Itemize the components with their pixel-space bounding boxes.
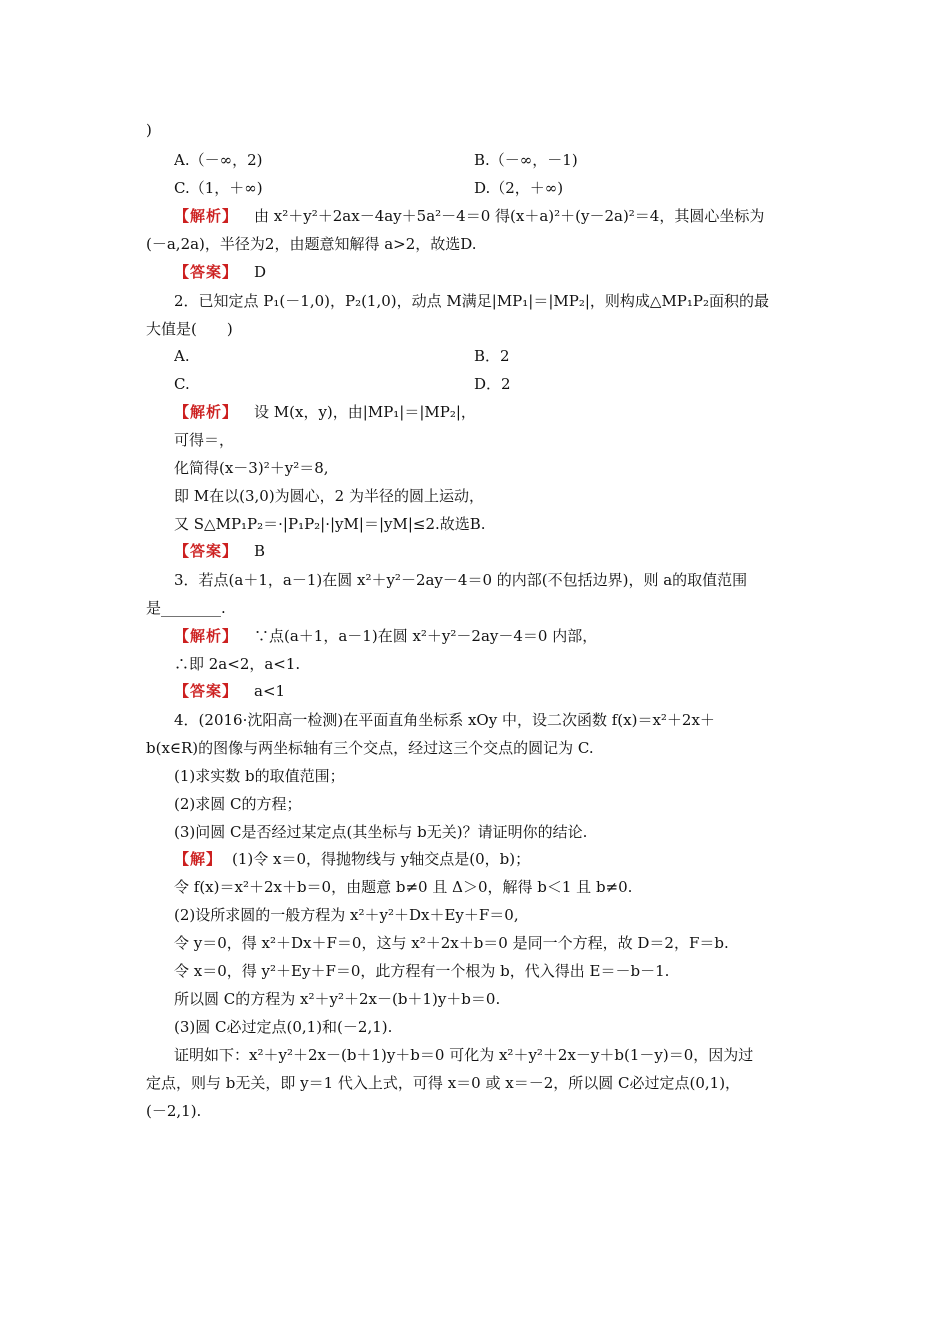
q1-option-d: D.（2，＋∞) xyxy=(474,179,564,197)
q2-stem-line-1: 2．已知定点 P₁(－1,0)，P₂(1,0)，动点 M满足|MP₁|＝|MP₂|，则构成△MP₁P₂面积的最 xyxy=(174,292,770,310)
q3-answer-line xyxy=(174,677,834,705)
q1-analysis-line-1 xyxy=(174,202,834,230)
q2-option-c: C. xyxy=(174,375,190,393)
q4-solution-line-8: 证明如下：x²＋y²＋2x－(b＋1)y＋b＝0 可化为 x²＋y²＋2x－y＋b(1－y)＝0，因为过 xyxy=(174,1046,754,1064)
q4-stem-line-1: 4．(2016·沈阳高一检测)在平面直角坐标系 xOy 中，设二次函数 f(x)＝x²＋2x＋ xyxy=(174,711,715,729)
q2-analysis-line-2: 可得＝， xyxy=(174,431,235,449)
q4-subquestion-2: (2)求圆 C的方程； xyxy=(174,795,302,813)
q2-answer-line xyxy=(174,537,834,565)
q4-stem-line-2: b(x∈R)的图像与两坐标轴有三个交点，经过这三个交点的圆记为 C. xyxy=(146,739,594,757)
q1-analysis-text-1: 由 x²＋y²＋2ax－4ay＋5a²－4＝0 得(x＋a)²＋(y－2a)²＝4，其圆心坐标为 xyxy=(254,207,765,225)
q4-solution-line-2: 令 f(x)＝x²＋2x＋b＝0，由题意 b≠0 且 Δ＞0，解得 b＜1 且 b≠0. xyxy=(174,878,633,896)
answer-tag: 【答案】 xyxy=(174,682,239,700)
q2-analysis-text-1: 设 M(x，y)，由|MP₁|＝|MP₂|， xyxy=(254,403,476,421)
q2-option-d: D．2 xyxy=(474,375,511,393)
q1-option-a: A.（－∞，2) xyxy=(174,151,263,169)
q3-stem-line-1: 3．若点(a＋1，a－1)在圆 x²＋y²－2ay－4＝0 的内部(不包括边界)，则 a的取值范围 xyxy=(174,571,748,589)
analysis-tag: 【解析】 xyxy=(174,627,239,645)
q2-answer: B xyxy=(254,542,266,560)
q2-analysis-line-1 xyxy=(174,398,834,426)
q1-answer: D xyxy=(254,263,267,281)
q4-solution-line-4: 令 y＝0，得 x²＋Dx＋F＝0，这与 x²＋2x＋b＝0 是同一个方程，故 D＝2，F＝b. xyxy=(174,934,729,952)
q1-option-b: B.（－∞，－1) xyxy=(474,151,578,169)
answer-tag: 【答案】 xyxy=(174,263,239,281)
solution-tag: 【解】 xyxy=(174,850,223,868)
answer-tag: 【答案】 xyxy=(174,542,239,560)
q2-stem-line-2: 大值是( ) xyxy=(146,320,233,338)
q4-subquestion-3: (3)问圆 C是否经过某定点(其坐标与 b无关)？请证明你的结论. xyxy=(174,823,588,841)
q2-option-a: A. xyxy=(174,347,190,365)
q1-option-c: C.（1，＋∞) xyxy=(174,179,263,197)
q4-solution-line-1 xyxy=(174,845,834,873)
q2-analysis-line-4: 即 M在以(3,0)为圆心，2 为半径的圆上运动， xyxy=(174,487,484,505)
q2-analysis-line-3: 化简得(x－3)²＋y²＝8, xyxy=(174,459,329,477)
q3-analysis-line-1 xyxy=(174,622,834,650)
q4-solution-line-5: 令 x＝0，得 y²＋Ey＋F＝0，此方程有一个根为 b，代入得出 E＝－b－1. xyxy=(174,962,670,980)
analysis-tag: 【解析】 xyxy=(174,403,239,421)
q2-analysis-line-5: 又 S△MP₁P₂＝·|P₁P₂|·|yM|＝|yM|≤2.故选B. xyxy=(174,515,486,533)
q1-stem-continuation: ) xyxy=(146,121,152,139)
q4-solution-line-7: (3)圆 C必过定点(0,1)和(－2,1). xyxy=(174,1018,393,1036)
q3-answer: a<1 xyxy=(254,682,286,700)
q2-option-b: B．2 xyxy=(474,347,510,365)
q4-subquestion-1: (1)求实数 b的取值范围； xyxy=(174,767,345,785)
q3-analysis-line-2: ∴即 2a<2，a<1. xyxy=(174,655,301,673)
q4-solution-line-9: 定点，则与 b无关，即 y＝1 代入上式，可得 x＝0 或 x＝－2，所以圆 C必过定点(0,1)， xyxy=(146,1074,741,1092)
q3-analysis-text-1: ∵点(a＋1，a－1)在圆 x²＋y²－2ay－4＝0 内部， xyxy=(254,627,598,645)
q4-solution-line-3: (2)设所求圆的一般方程为 x²＋y²＋Dx＋Ey＋F＝0, xyxy=(174,906,519,924)
q3-stem-line-2: 是________. xyxy=(146,599,226,617)
q1-analysis-line-2: (－a,2a)，半径为2，由题意知解得 a>2，故选D. xyxy=(146,235,477,253)
q4-solution-line-6: 所以圆 C的方程为 x²＋y²＋2x－(b＋1)y＋b＝0. xyxy=(174,990,501,1008)
q1-answer-line xyxy=(174,258,834,286)
q4-solution-text-1: (1)令 x＝0，得抛物线与 y轴交点是(0，b)； xyxy=(232,850,531,868)
analysis-tag: 【解析】 xyxy=(174,207,239,225)
q4-solution-line-10: (－2,1). xyxy=(146,1102,202,1120)
